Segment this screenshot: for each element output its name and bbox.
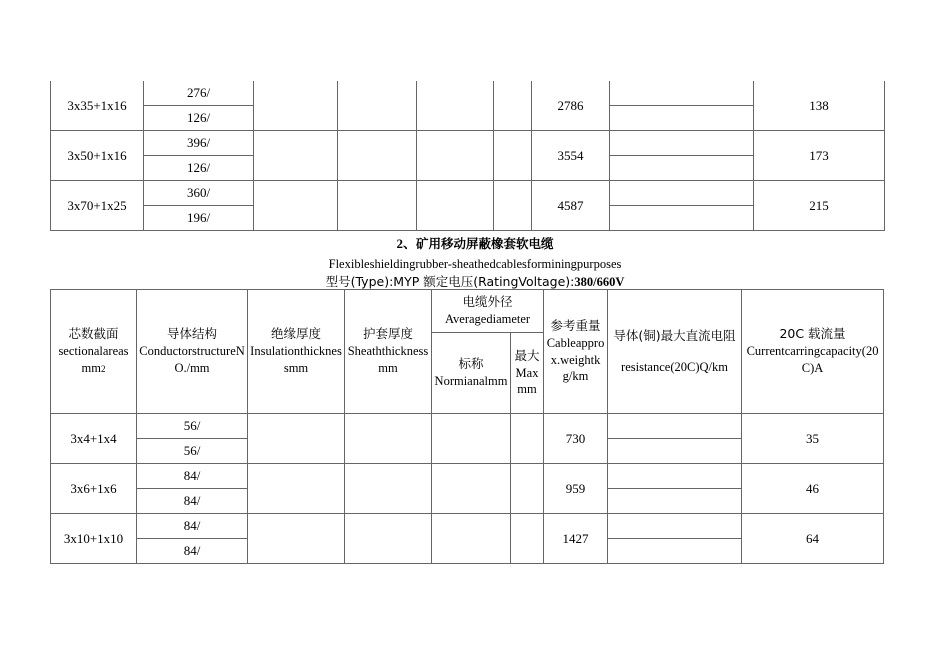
header-weight: 参考重量 Cableapprox.weightkg/km [544,290,608,414]
sheath-cell [345,514,432,564]
sheath-cell [345,464,432,514]
header-resistance: 导体(铜)最大直流电阻 resistance(20C)Q/km [608,290,742,414]
conductor-cell: 84/ [137,464,248,489]
spec-cell: 3x50+1x16 [51,131,144,181]
weight-cell: 1427 [544,514,608,564]
current-cell: 46 [742,464,884,514]
max-cell [494,131,532,181]
header-row [51,290,884,333]
nominal-cell [417,81,494,131]
table-row [51,81,885,106]
conductor-cell: 84/ [137,514,248,539]
insulation-cell [248,414,345,464]
insulation-cell [248,514,345,564]
resistance-cell [610,106,754,131]
nominal-cell [417,181,494,231]
rating-voltage: 380/660V [574,275,625,289]
conductor-cell: 196/ [144,206,254,231]
insulation-cell [254,181,338,231]
header-insulation: 绝缘厚度 Insulationthicknessmm [248,290,345,414]
header-sheath: 护套厚度 Sheaththicknessmm [345,290,432,414]
spec-cell: 3x6+1x6 [51,464,137,514]
nominal-cell [417,131,494,181]
weight-cell: 730 [544,414,608,464]
spec-cell: 3x4+1x4 [51,414,137,464]
type-label: 型号(Type):MYP 额定电压(RatingVoltage): [325,274,575,289]
weight-cell: 3554 [532,131,610,181]
table-row [51,514,884,539]
current-cell: 215 [754,181,885,231]
conductor-cell: 84/ [137,489,248,514]
resistance-cell [610,131,754,156]
section-heading [0,233,950,252]
conductor-cell: 56/ [137,414,248,439]
spec-cell: 3x70+1x25 [51,181,144,231]
resistance-cell [610,81,754,106]
insulation-cell [254,81,338,131]
myp-cable-spec-table [50,289,884,564]
current-cell: 35 [742,414,884,464]
conductor-cell: 360/ [144,181,254,206]
nominal-cell [432,464,511,514]
insulation-cell [254,131,338,181]
resistance-cell [608,464,742,489]
section-title-cn: 矿用移动屏蔽橡套软电缆 [416,236,554,251]
resistance-cell [608,489,742,514]
resistance-cell [608,514,742,539]
sheath-cell [345,414,432,464]
table-row [51,464,884,489]
current-cell: 173 [754,131,885,181]
conductor-cell: 126/ [144,156,254,181]
resistance-cell [610,181,754,206]
max-cell [511,414,544,464]
table-row [51,181,885,206]
nominal-cell [432,514,511,564]
sheath-cell [338,81,417,131]
conductor-cell: 84/ [137,539,248,564]
resistance-cell [608,439,742,464]
sheath-cell [338,131,417,181]
max-cell [511,464,544,514]
resistance-cell [610,206,754,231]
nominal-cell [432,414,511,464]
table-row [51,131,885,156]
table-row [51,414,884,439]
current-cell: 64 [742,514,884,564]
conductor-cell: 396/ [144,131,254,156]
current-cell: 138 [754,81,885,131]
header-current: 20C 载流量 Currentcarringcapacity(20C)A [742,290,884,414]
weight-cell: 4587 [532,181,610,231]
header-diameter: 电缆外径 Averagediameter [432,290,544,333]
sheath-cell [338,181,417,231]
insulation-cell [248,464,345,514]
resistance-cell [608,414,742,439]
conductor-cell: 276/ [144,81,254,106]
section-number: 2、 [396,236,416,251]
section-title-en: Flexibleshieldingrubber-sheathedcablesforminingpurposes [328,257,622,271]
cable-spec-table-continued [50,81,885,231]
spec-cell: 3x10+1x10 [51,514,137,564]
header-max: 最大 Maxmm [511,333,544,414]
conductor-cell: 56/ [137,439,248,464]
spec-cell: 3x35+1x16 [51,81,144,131]
conductor-cell: 126/ [144,106,254,131]
max-cell [511,514,544,564]
header-nominal: 标称 Normianalmm [432,333,511,414]
resistance-cell [610,156,754,181]
max-cell [494,181,532,231]
type-rating-line [0,272,950,290]
weight-cell: 2786 [532,81,610,131]
max-cell [494,81,532,131]
resistance-cell [608,539,742,564]
header-section: 芯数截面 sectionalareas mm2 [51,290,137,414]
header-conductor: 导体结构 ConductorstructureNO./mm [137,290,248,414]
weight-cell: 959 [544,464,608,514]
